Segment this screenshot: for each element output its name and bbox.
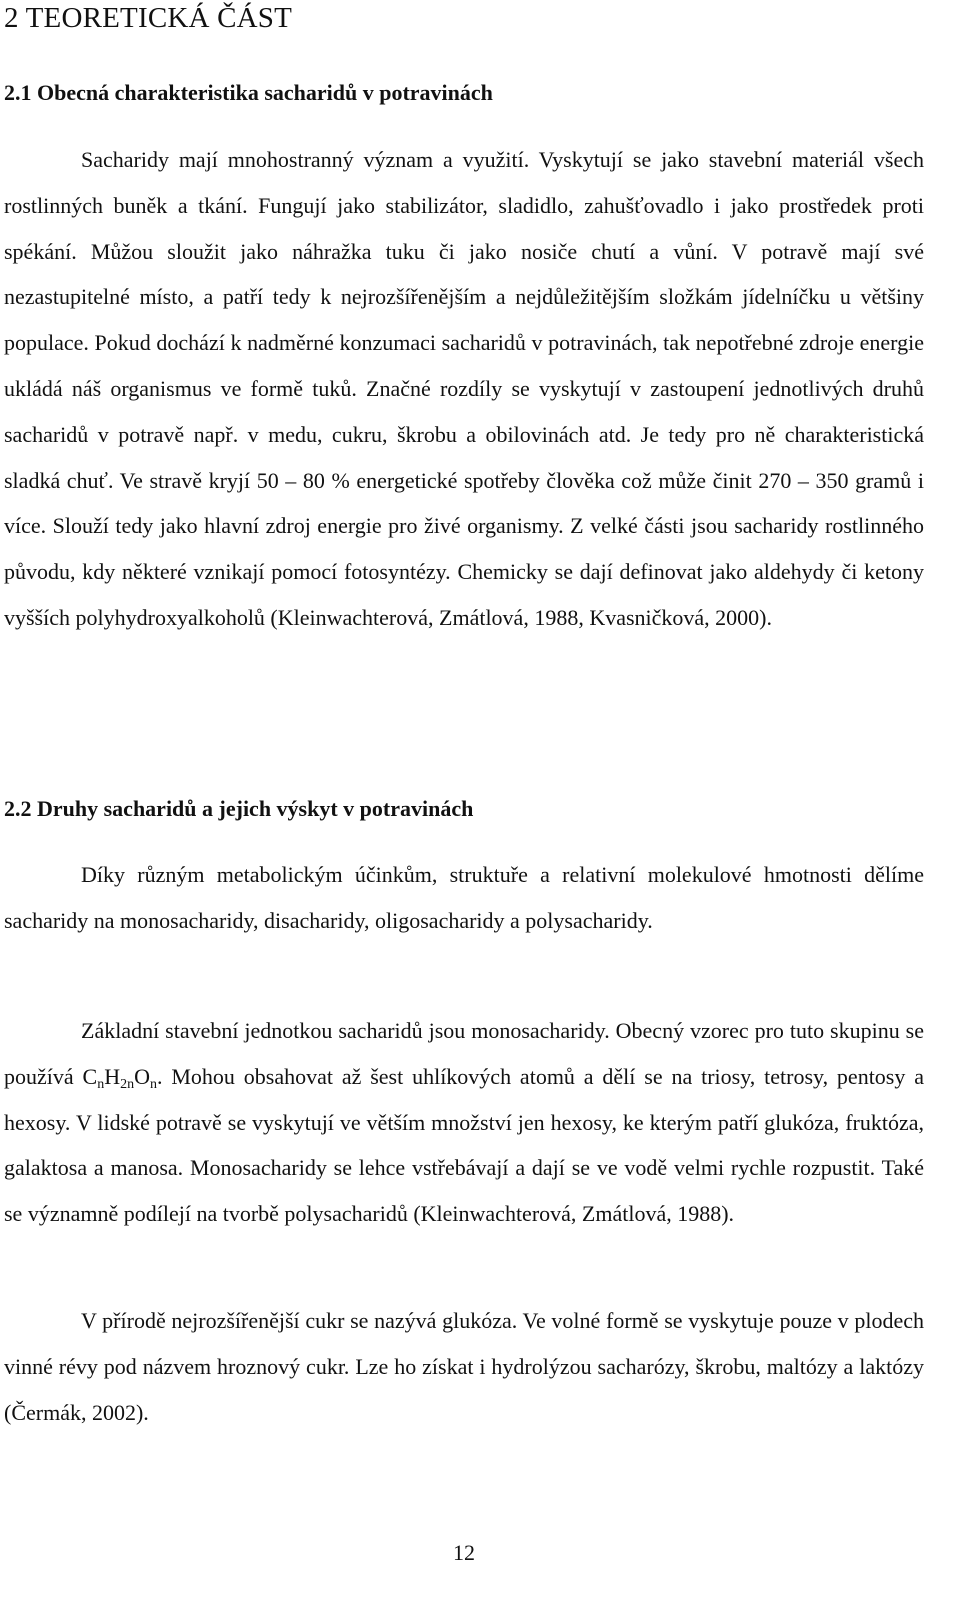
monosaccharides-text-after: . Mohou obsahovat až šest uhlíkových atomů a dělí se na triosy, tetrosy, pentosy a hexosy. V lidské potravě se vyskytují ve větším množství jen hexosy, ke kterým patří glukóza, fruktóza, galaktosa a manosa. Monosacharidy se lehce vstřebávají a dají se ve vodě velmi rychle rozpustit. Také se významně podílejí na tvorbě polysacharidů (Kleinwachterová, Zmátlová, 1988).	[4, 1063, 924, 1227]
paragraph-general-characteristics: Sacharidy mají mnohostranný význam a využití. Vyskytují se jako stavební materiál všech rostlinných buněk a tkání. Fungují jako stabilizátor, sladidlo, zahušťovadlo i jako prostředek proti spékání. Můžou sloužit jako náhražka tuku či jako nosiče chutí a vůní. V potravě mají své nezastupitelné místo, a patří tedy k nejrozšířenějším a nejdůležitějším složkám jídelníčku u většiny populace. Pokud dochází k nadměrné konzumaci sacharidů v potravinách, tak nepotřebné zdroje energie ukládá náš organismus ve formě tuků. Značné rozdíly se vyskytují v zastoupení jednotlivých druhů sacharidů v potravě např. v medu, cukru, škrobu a obilovinách atd. Je tedy pro ně charakteristická sladká chuť. Ve stravě kryjí 50 – 80 % energetické spotřeby člověka což může činit 270 – 350 gramů i více. Slouží tedy jako hlavní zdroj energie pro živé organismy. Z velké části jsou sacharidy rostlinného původu, kdy některé vznikají pomocí fotosyntézy. Chemicky se dají definovat jako aldehydy či ketony vyšších polyhydroxyalkoholů (Kleinwachterová, Zmátlová, 1988, Kvasničková, 2000).	[4, 147, 924, 630]
paragraph-monosaccharides	[4, 1008, 924, 1237]
section-heading-2-2: 2.2 Druhy sacharidů a jejich výskyt v potravinách	[4, 796, 474, 821]
page-number: 12	[453, 1540, 475, 1565]
monosaccharides-text-before: Základní stavební jednotkou sacharidů jsou monosacharidy. Obecný vzorec pro tuto skupinu se používá	[4, 1018, 924, 1089]
section-heading-2-1: 2.1 Obecná charakteristika sacharidů v potravinách	[4, 80, 493, 105]
paragraph-sugar-types: Díky různým metabolickým účinkům, struktuře a relativní molekulové hmotnosti dělíme sacharidy na monosacharidy, disacharidy, oligosacharidy a polysacharidy.	[4, 862, 924, 933]
paragraph-glucose: V přírodě nejrozšířenější cukr se nazývá glukóza. Ve volné formě se vyskytuje pouze v plodech vinné révy pod názvem hroznový cukr. Lze ho získat i hydrolýzou sacharózy, škrobu, maltózy a laktózy (Čermák, 2002).	[4, 1308, 924, 1425]
general-formula: $C_nH_{2n}O_n$	[82, 1063, 157, 1092]
chapter-title: 2 TEORETICKÁ ČÁST	[4, 2, 293, 34]
